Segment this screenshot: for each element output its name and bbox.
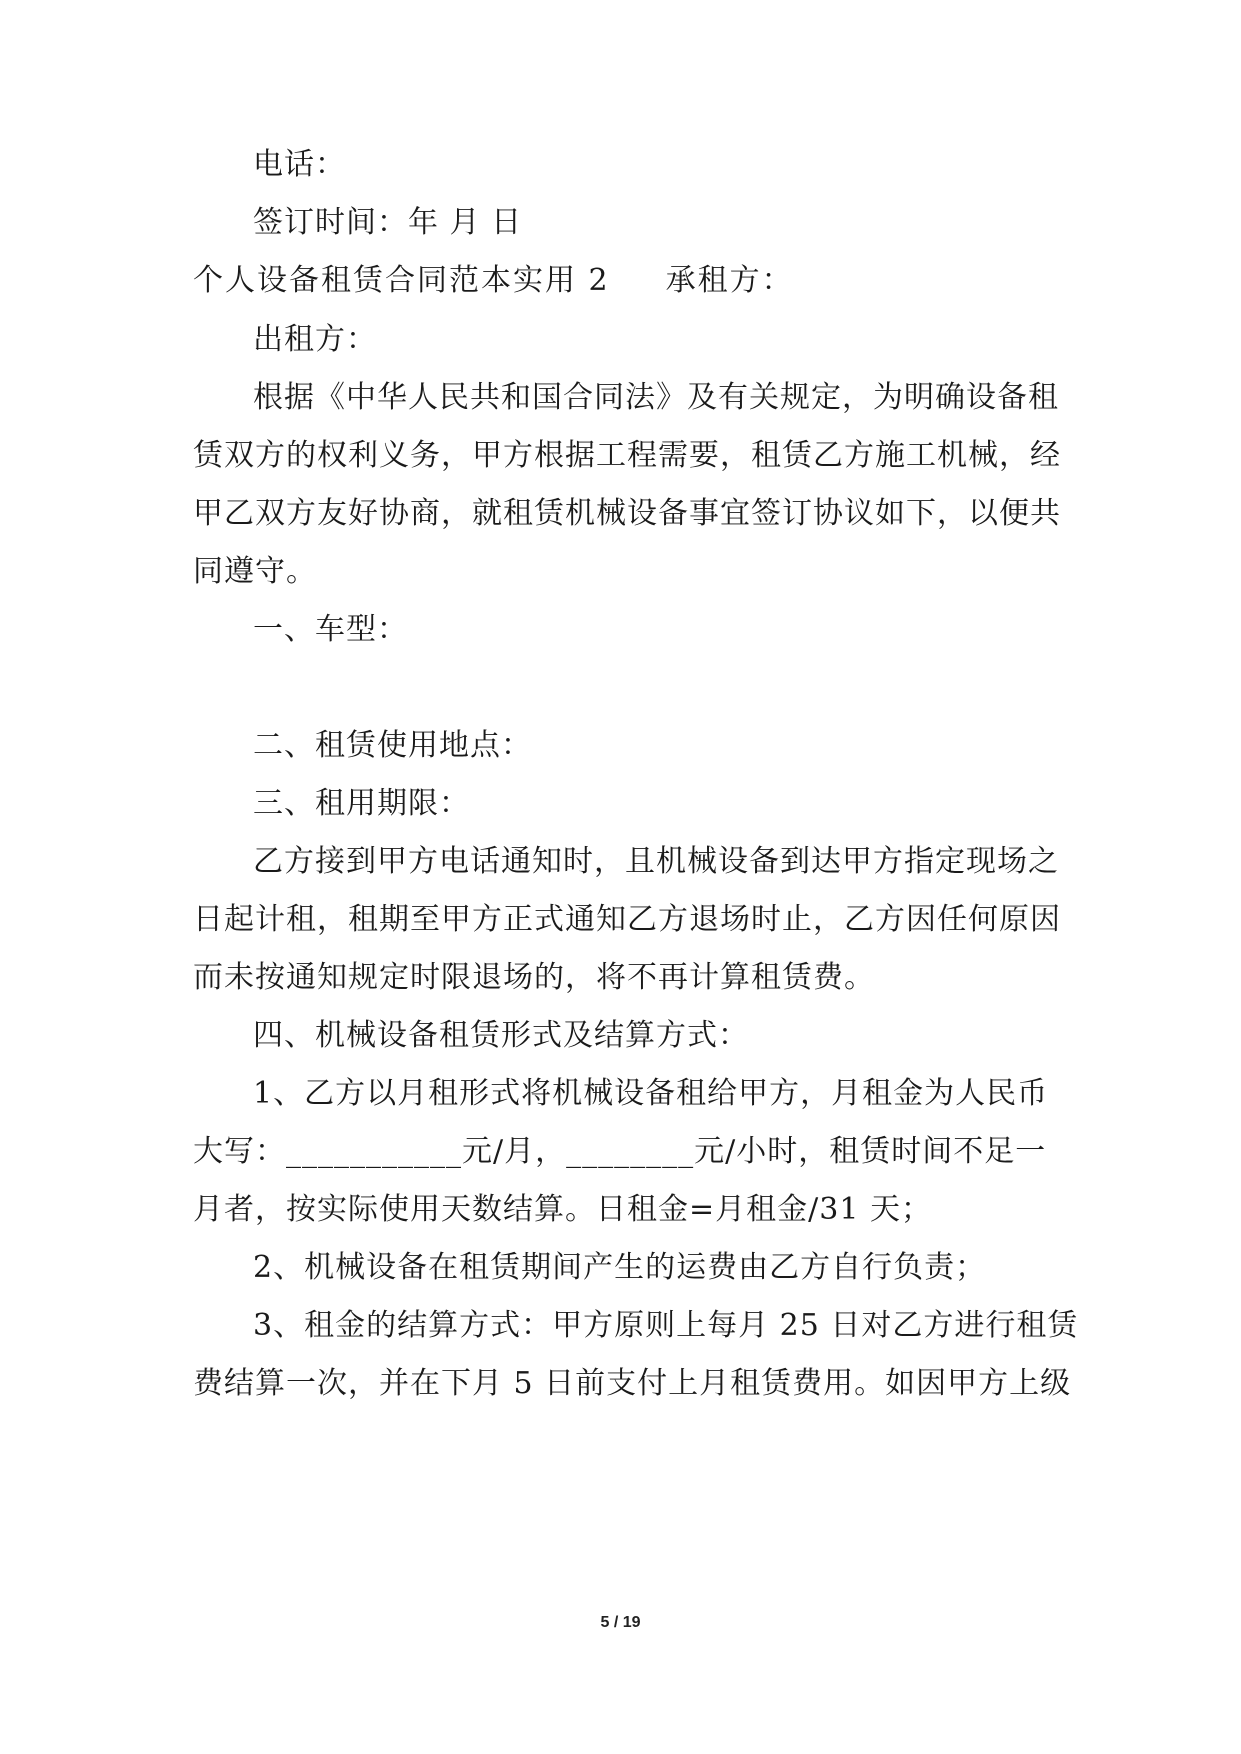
paragraph-line: 而未按通知规定时限退场的，将不再计算租赁费。	[193, 960, 875, 995]
paragraph-line: 乙方接到甲方电话通知时，且机械设备到达甲方指定现场之	[253, 844, 1059, 879]
paragraph-line: 根据《中华人民共和国合同法》及有关规定，为明确设备租	[253, 380, 1059, 415]
phone-label: 电话：	[253, 147, 346, 182]
clause-line: 大写：___________元/月，________元/小时，租赁时间不足一	[193, 1134, 1047, 1169]
signing-date-line: 签订时间：年 月 日	[253, 205, 523, 240]
paragraph-line: 同遵守。	[193, 554, 317, 589]
clause-line: 月者，按实际使用天数结算。日租金=月租金/31 天；	[193, 1192, 932, 1227]
lessee-label: 承租方：	[665, 263, 794, 298]
section-heading-settlement: 四、机械设备租赁形式及结算方式：	[253, 1018, 749, 1053]
section-heading-term: 三、租用期限：	[253, 786, 470, 821]
contract-title-line	[193, 261, 1058, 301]
lessor-label: 出租方：	[253, 322, 377, 357]
contract-title: 个人设备租赁合同范本实用 2	[193, 263, 610, 298]
clause-line: 2、机械设备在租赁期间产生的运费由乙方自行负责；	[253, 1250, 987, 1285]
paragraph-line: 日起计租，租期至甲方正式通知乙方退场时止，乙方因任何原因	[193, 902, 1061, 937]
clause-line: 1、乙方以月租形式将机械设备租给甲方，月租金为人民币	[253, 1076, 1049, 1111]
clause-line: 费结算一次，并在下月 5 日前支付上月租赁费用。如因甲方上级	[193, 1366, 1072, 1401]
paragraph-line: 甲乙双方友好协商，就租赁机械设备事宜签订协议如下，以便共	[193, 496, 1061, 531]
paragraph-line: 赁双方的权利义务，甲方根据工程需要，租赁乙方施工机械，经	[193, 438, 1061, 473]
clause-line: 3、租金的结算方式：甲方原则上每月 25 日对乙方进行租赁	[253, 1308, 1079, 1343]
page-number: 5 / 19	[600, 1614, 641, 1631]
section-heading-location: 二、租赁使用地点：	[253, 728, 532, 763]
section-heading-vehicle-type: 一、车型：	[253, 612, 408, 647]
